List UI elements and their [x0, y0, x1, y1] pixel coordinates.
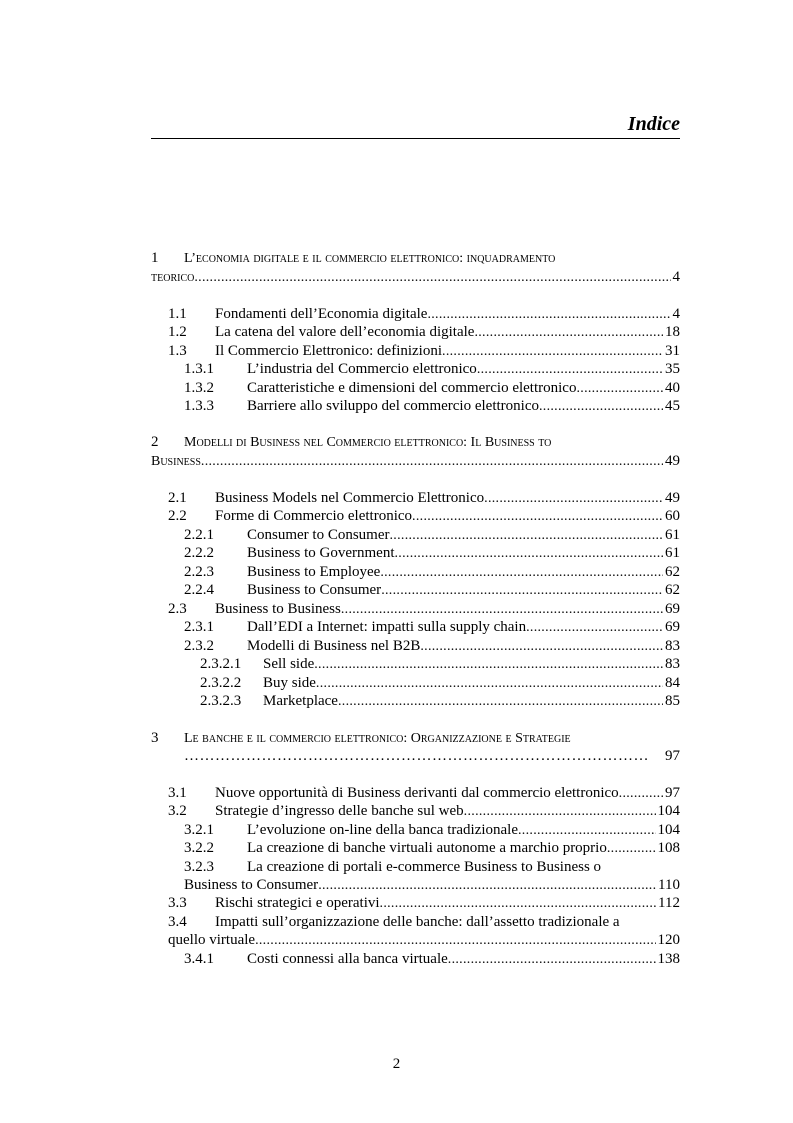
- toc-leader: ………………………………………………………………………………: [184, 748, 649, 764]
- toc-leader: [381, 581, 663, 600]
- toc-leader: [442, 342, 663, 361]
- toc-entry[interactable]: [168, 802, 680, 821]
- toc-title: Strategie d’ingresso delle banche sul web: [215, 803, 464, 819]
- toc-leader: [484, 489, 663, 508]
- toc-title: Rischi strategici e operativi: [215, 895, 380, 911]
- toc-title: Business to Business: [215, 601, 341, 617]
- toc-entry[interactable]: [184, 563, 680, 582]
- toc-entry-line1[interactable]: [168, 913, 680, 932]
- toc-entry[interactable]: [184, 839, 680, 858]
- toc-entry[interactable]: [184, 950, 680, 969]
- toc-title: Le banche e il commercio elettronico: Organizzazione e Strategie: [184, 731, 571, 746]
- toc-chapter-3-line1[interactable]: [151, 729, 680, 748]
- toc-page: 62: [665, 582, 680, 598]
- toc-page: 112: [658, 895, 680, 911]
- toc-page: 104: [657, 803, 680, 819]
- toc-number: 1: [151, 250, 159, 266]
- toc-entry[interactable]: [168, 507, 680, 526]
- toc-leader: [316, 674, 663, 693]
- toc-leader: [338, 692, 663, 711]
- toc-leader: [464, 802, 656, 821]
- toc-leader: [518, 821, 656, 840]
- toc-entry[interactable]: [168, 323, 680, 342]
- toc-leader: [395, 544, 664, 563]
- toc-leader: [477, 360, 663, 379]
- toc-title: quello virtuale: [168, 932, 256, 948]
- toc-title: L’industria del Commercio elettronico: [247, 361, 477, 377]
- toc-number: 2.3.2.3: [200, 693, 242, 709]
- toc-page: 138: [657, 951, 680, 967]
- toc-leader: [526, 618, 663, 637]
- toc-number: 1.1: [168, 306, 187, 322]
- toc-page: 108: [657, 840, 680, 856]
- toc-page: 4: [672, 306, 680, 322]
- toc-number: 1.2: [168, 324, 187, 340]
- toc-leader: [427, 305, 670, 324]
- toc-title: Business to Employee: [247, 564, 381, 580]
- toc-page: 61: [665, 527, 680, 543]
- toc-number: 3.4: [168, 914, 187, 930]
- toc-entry[interactable]: [184, 544, 680, 563]
- toc-number: 2.2.2: [184, 545, 214, 561]
- toc-entry[interactable]: [184, 821, 680, 840]
- toc-entry[interactable]: [168, 784, 680, 803]
- toc-number: 2.3: [168, 601, 187, 617]
- toc-title: Business Models nel Commercio Elettronico: [215, 490, 485, 506]
- toc-entry-line2[interactable]: [168, 931, 680, 950]
- toc-page: 97: [665, 785, 680, 801]
- toc-page: 60: [665, 508, 680, 524]
- toc-entry[interactable]: [184, 526, 680, 545]
- toc-entry[interactable]: [168, 600, 680, 619]
- toc-entry[interactable]: [200, 655, 680, 674]
- toc-entry[interactable]: [168, 489, 680, 508]
- toc-page: 35: [665, 361, 680, 377]
- toc-leader: [539, 397, 663, 416]
- toc-title: Il Commercio Elettronico: definizioni: [215, 343, 443, 359]
- toc-title: Modelli di Business nel Commercio elettronico: Il Business to: [184, 435, 552, 450]
- toc-number: 2.2.3: [184, 564, 214, 580]
- toc-number: 2.3.2.1: [200, 656, 242, 672]
- toc-number: 1.3.1: [184, 361, 214, 377]
- toc-page: 69: [665, 601, 680, 617]
- toc-title: Business to Consumer: [247, 582, 382, 598]
- toc-leader: [201, 452, 663, 471]
- toc-title: La creazione di banche virtuali autonome a marchio proprio: [247, 840, 607, 856]
- toc-title: Consumer to Consumer: [247, 527, 390, 543]
- toc-leader: [380, 563, 663, 582]
- toc-page: 31: [665, 343, 680, 359]
- toc-entry-line2[interactable]: [184, 876, 680, 895]
- toc-title: Barriere allo sviluppo del commercio elettronico: [247, 398, 539, 414]
- toc-title: Marketplace: [263, 693, 338, 709]
- toc-title: Forme di Commercio elettronico: [215, 508, 413, 524]
- toc-page: 61: [665, 545, 680, 561]
- toc-page: 49: [665, 490, 680, 506]
- toc-leader: [194, 268, 670, 287]
- toc-leader: [341, 600, 663, 619]
- toc-page: 18: [665, 324, 680, 340]
- toc-title: L’evoluzione on-line della banca tradizionale: [247, 822, 518, 838]
- toc-entry[interactable]: [184, 360, 680, 379]
- toc-number: 2.3.2: [184, 638, 214, 654]
- toc-leader: [314, 655, 663, 674]
- toc-title: Dall’EDI a Internet: impatti sulla supply chain: [247, 619, 527, 635]
- toc-entry[interactable]: [168, 305, 680, 324]
- toc-number: 2.3.2.2: [200, 675, 242, 691]
- toc-page: 85: [665, 693, 680, 709]
- toc-number: 1.3: [168, 343, 187, 359]
- toc-entry[interactable]: [168, 342, 680, 361]
- toc-number: 1.3.3: [184, 398, 214, 414]
- toc-page: 110: [658, 877, 680, 893]
- toc-title: Business to Government: [247, 545, 395, 561]
- toc-number: 2.2.4: [184, 582, 214, 598]
- toc-title: Impatti sull’organizzazione delle banche: dall’assetto tradizionale a: [215, 914, 620, 930]
- toc-page: 84: [665, 675, 680, 691]
- toc-page: 97: [665, 748, 680, 764]
- toc-page: 4: [672, 269, 680, 285]
- toc-page: 104: [657, 822, 680, 838]
- toc-number: 2.3.1: [184, 619, 214, 635]
- toc-entry[interactable]: [184, 637, 680, 656]
- page-header-title: Indice: [627, 113, 680, 135]
- toc-number: 1.3.2: [184, 380, 214, 396]
- toc-title: teorico: [151, 270, 195, 285]
- toc-leader: [448, 950, 656, 969]
- toc-title: Caratteristiche e dimensioni del commercio elettronico: [247, 380, 577, 396]
- toc-chapter-2-line1[interactable]: [151, 433, 680, 452]
- toc-leader: [318, 876, 656, 895]
- toc-entry[interactable]: [184, 618, 680, 637]
- header-rule: [151, 138, 680, 139]
- toc-leader: [607, 839, 656, 858]
- toc-leader: [255, 931, 655, 950]
- toc-page: 49: [665, 453, 680, 469]
- toc-entry[interactable]: [184, 581, 680, 600]
- toc-number: 2.2.1: [184, 527, 214, 543]
- toc-title: Business to Consumer: [184, 877, 319, 893]
- toc-number: 3: [151, 730, 159, 746]
- toc-number: 2.2: [168, 508, 187, 524]
- toc-title: Modelli di Business nel B2B: [247, 638, 421, 654]
- toc-title: La catena del valore dell’economia digitale: [215, 324, 475, 340]
- toc-title: L’economia digitale e il commercio elettronico: inquadramento: [184, 251, 556, 266]
- toc-page: 40: [665, 380, 680, 396]
- toc-title: Sell side: [263, 656, 315, 672]
- toc-page: 62: [665, 564, 680, 580]
- toc-number: 2.1: [168, 490, 187, 506]
- toc-number: 3.4.1: [184, 951, 214, 967]
- toc-entry[interactable]: [184, 379, 680, 398]
- toc-leader: [619, 784, 663, 803]
- toc-chapter-1-line2[interactable]: [151, 268, 680, 287]
- toc-title: Nuove opportunità di Business derivanti dal commercio elettronico: [215, 785, 619, 801]
- toc-leader: [390, 526, 664, 545]
- toc-leader: [420, 637, 663, 656]
- toc-number: 3.3: [168, 895, 187, 911]
- toc-number: 3.2.3: [184, 859, 214, 875]
- toc-leader: [412, 507, 663, 526]
- toc-entry-line1[interactable]: [184, 858, 680, 877]
- toc-entry[interactable]: [184, 397, 680, 416]
- toc-chapter-3-line2[interactable]: [184, 747, 680, 766]
- toc-number: 3.2: [168, 803, 187, 819]
- toc-entry[interactable]: [200, 692, 680, 711]
- toc-chapter-2-line2[interactable]: [151, 452, 680, 471]
- page-number: 2: [392, 1056, 401, 1072]
- toc-number: 3.1: [168, 785, 187, 801]
- toc-page: 69: [665, 619, 680, 635]
- toc-page: 45: [665, 398, 680, 414]
- toc-leader: [576, 379, 663, 398]
- toc-entry[interactable]: [168, 894, 680, 913]
- toc-number: 3.2.1: [184, 822, 214, 838]
- toc-page: 120: [657, 932, 680, 948]
- toc-number: 3.2.2: [184, 840, 214, 856]
- toc-chapter-1-line1[interactable]: [151, 249, 680, 268]
- toc-entry[interactable]: [200, 674, 680, 693]
- toc-page: 83: [665, 638, 680, 654]
- toc-leader: [474, 323, 663, 342]
- toc-title: Buy side: [263, 675, 316, 691]
- toc-number: 2: [151, 434, 159, 450]
- toc-page: 83: [665, 656, 680, 672]
- toc-title: Costi connessi alla banca virtuale: [247, 951, 448, 967]
- toc-title: Business: [151, 454, 201, 469]
- toc-title: Fondamenti dell’Economia digitale: [215, 306, 428, 322]
- toc-leader: [380, 894, 657, 913]
- toc-title: La creazione di portali e-commerce Business to Business o: [247, 859, 602, 875]
